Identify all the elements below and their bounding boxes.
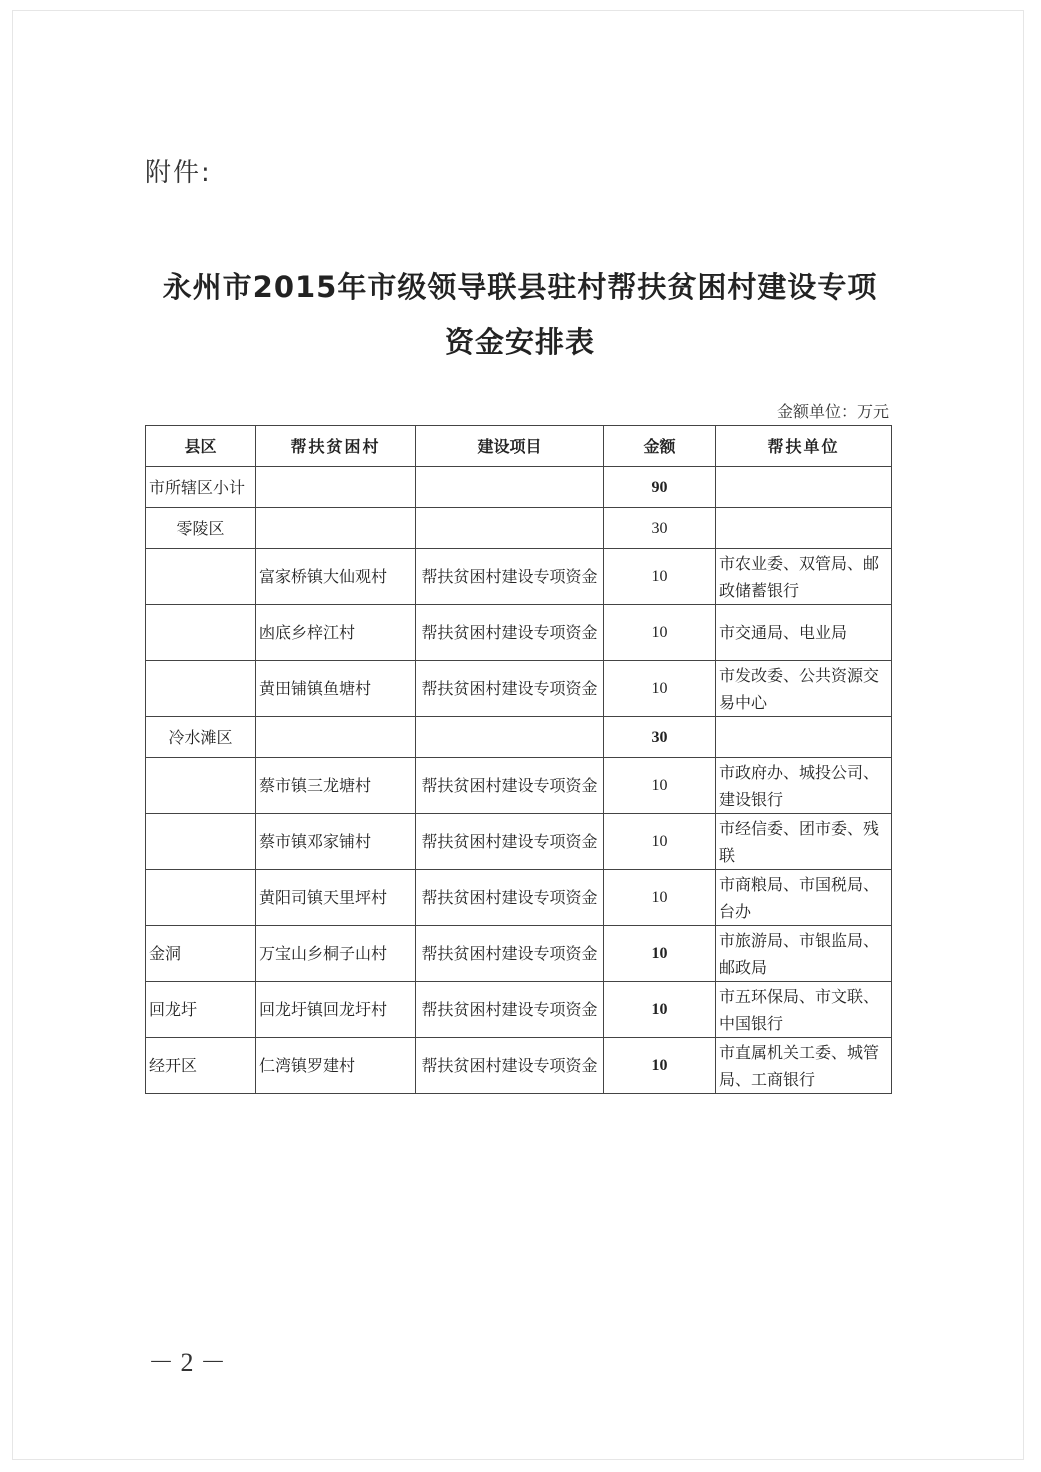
cell-support-units: 市农业委、双管局、邮政储蓄银行 <box>716 549 892 605</box>
header-county: 县区 <box>146 426 256 467</box>
cell-village <box>256 467 416 508</box>
cell-support-units <box>716 467 892 508</box>
cell-amount: 10 <box>604 549 716 605</box>
cell-project <box>416 508 604 549</box>
table-row <box>146 982 892 1038</box>
cell-amount: 30 <box>604 717 716 758</box>
cell-amount: 10 <box>604 814 716 870</box>
header-support-units: 帮扶单位 <box>716 426 892 467</box>
cell-county <box>146 661 256 717</box>
cell-project: 帮扶贫困村建设专项资金 <box>416 926 604 982</box>
cell-county <box>146 870 256 926</box>
table-row <box>146 717 892 758</box>
cell-project: 帮扶贫困村建设专项资金 <box>416 814 604 870</box>
table-header-row <box>146 426 892 467</box>
cell-village: 黄阳司镇天里坪村 <box>256 870 416 926</box>
cell-support-units: 市经信委、团市委、残联 <box>716 814 892 870</box>
cell-county: 经开区 <box>146 1038 256 1094</box>
cell-village: 万宝山乡桐子山村 <box>256 926 416 982</box>
cell-amount: 10 <box>604 605 716 661</box>
cell-amount: 10 <box>604 926 716 982</box>
cell-county: 市所辖区小计 <box>146 467 256 508</box>
cell-support-units: 市发改委、公共资源交易中心 <box>716 661 892 717</box>
cell-project: 帮扶贫困村建设专项资金 <box>416 982 604 1038</box>
cell-project: 帮扶贫困村建设专项资金 <box>416 605 604 661</box>
cell-project: 帮扶贫困村建设专项资金 <box>416 758 604 814</box>
cell-project <box>416 717 604 758</box>
cell-village: 富家桥镇大仙观村 <box>256 549 416 605</box>
cell-village: 回龙圩镇回龙圩村 <box>256 982 416 1038</box>
cell-village <box>256 508 416 549</box>
document-title-line1: 永州市2015年市级领导联县驻村帮扶贫困村建设专项 <box>162 270 878 304</box>
table-row <box>146 467 892 508</box>
table-row <box>146 758 892 814</box>
cell-county: 回龙圩 <box>146 982 256 1038</box>
cell-project <box>416 467 604 508</box>
cell-amount: 10 <box>604 982 716 1038</box>
cell-project: 帮扶贫困村建设专项资金 <box>416 1038 604 1094</box>
cell-amount: 10 <box>604 758 716 814</box>
cell-county <box>146 758 256 814</box>
cell-county: 金洞 <box>146 926 256 982</box>
page-number: － 2 － <box>148 1348 227 1377</box>
cell-project: 帮扶贫困村建设专项资金 <box>416 549 604 605</box>
table-row <box>146 508 892 549</box>
cell-village: 凼底乡梓江村 <box>256 605 416 661</box>
cell-county <box>146 814 256 870</box>
header-village: 帮扶贫困村 <box>256 426 416 467</box>
cell-amount: 90 <box>604 467 716 508</box>
cell-support-units: 市直属机关工委、城管局、工商银行 <box>716 1038 892 1094</box>
cell-amount: 10 <box>604 1038 716 1094</box>
cell-support-units: 市旅游局、市银监局、邮政局 <box>716 926 892 982</box>
cell-village: 蔡市镇三龙塘村 <box>256 758 416 814</box>
cell-county: 冷水滩区 <box>146 717 256 758</box>
cell-project: 帮扶贫困村建设专项资金 <box>416 661 604 717</box>
cell-amount: 10 <box>604 661 716 717</box>
table-row <box>146 814 892 870</box>
table-row <box>146 870 892 926</box>
cell-support-units: 市五环保局、市文联、中国银行 <box>716 982 892 1038</box>
cell-village: 蔡市镇邓家铺村 <box>256 814 416 870</box>
cell-project: 帮扶贫困村建设专项资金 <box>416 870 604 926</box>
cell-amount: 10 <box>604 870 716 926</box>
cell-county <box>146 549 256 605</box>
table-row <box>146 661 892 717</box>
amount-unit-note: 金额单位：万元 <box>776 402 889 421</box>
attachment-label: 附件: <box>145 158 212 188</box>
table-row <box>146 1038 892 1094</box>
cell-support-units: 市交通局、电业局 <box>716 605 892 661</box>
cell-village: 仁湾镇罗建村 <box>256 1038 416 1094</box>
cell-village <box>256 717 416 758</box>
document-title-line2: 资金安排表 <box>444 325 595 359</box>
cell-village: 黄田铺镇鱼塘村 <box>256 661 416 717</box>
header-project: 建设项目 <box>416 426 604 467</box>
fund-allocation-table <box>145 425 892 1094</box>
table-row <box>146 549 892 605</box>
cell-support-units <box>716 508 892 549</box>
cell-amount: 30 <box>604 508 716 549</box>
table-row <box>146 605 892 661</box>
cell-support-units: 市商粮局、市国税局、台办 <box>716 870 892 926</box>
table-row <box>146 926 892 982</box>
cell-support-units: 市政府办、城投公司、建设银行 <box>716 758 892 814</box>
cell-support-units <box>716 717 892 758</box>
cell-county <box>146 605 256 661</box>
header-amount: 金额 <box>604 426 716 467</box>
cell-county: 零陵区 <box>146 508 256 549</box>
